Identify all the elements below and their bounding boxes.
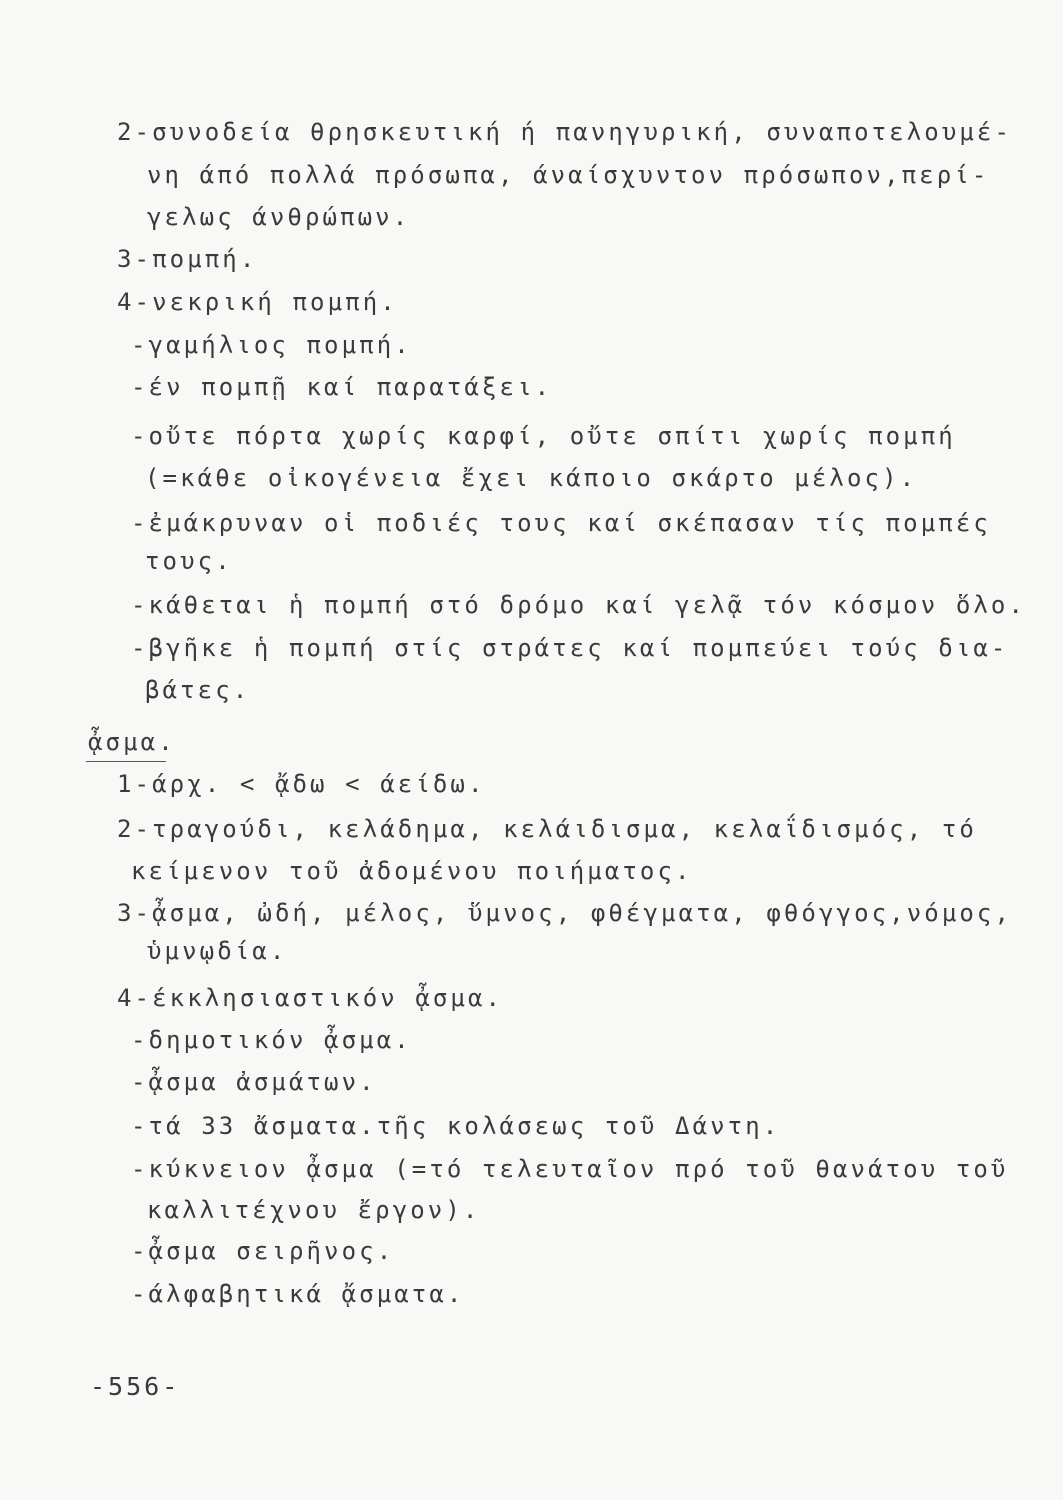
text-line: 1-άρχ. < ᾄδω < άείδω. bbox=[117, 770, 486, 798]
text-line: -κύκνειον ᾆσμα (=τό τελευταῖον πρό τοῦ θανάτου τοῦ bbox=[131, 1155, 1009, 1183]
text-line: γελως άνθρώπων. bbox=[147, 203, 411, 231]
text-line: 4-νεκρική πομπή. bbox=[117, 288, 398, 316]
text-line: -ᾆσμα σειρῆνος. bbox=[131, 1237, 395, 1265]
text-line: νη άπό πολλά πρόσωπα, άναίσχυντον πρόσωπον,περί- bbox=[147, 161, 990, 189]
text-line: -άλφαβητικά ᾄσματα. bbox=[131, 1280, 465, 1308]
text-line: τους. bbox=[145, 547, 233, 575]
text-line: βάτες. bbox=[145, 676, 251, 704]
text-line: κείμενον τοῦ ἀδομένου ποιήματος. bbox=[131, 857, 693, 885]
text-line: 2-συνοδεία θρησκευτική ή πανηγυρική, συναποτελουμέ- bbox=[117, 118, 1013, 146]
text-line: 4-έκκλησιαστικόν ᾆσμα. bbox=[117, 984, 504, 1012]
text-line: -γαμήλιος πομπή. bbox=[131, 331, 412, 359]
text-line: καλλιτέχνου ἔργον). bbox=[147, 1196, 481, 1224]
text-line: 3-ᾆσμα, ὠδή, μέλος, ὕμνος, φθέγματα, φθόγγος,νόμος, bbox=[117, 899, 1013, 927]
heading-underline bbox=[86, 761, 166, 762]
entry-heading: ᾆσμα. bbox=[88, 728, 176, 756]
text-line: -τά 33 ἄσματα.τῆς κολάσεως τοῦ Δάντη. bbox=[131, 1112, 781, 1140]
text-line: (=κάθε οἰκογένεια ἔχει κάποιο σκάρτο μέλος). bbox=[145, 464, 918, 492]
text-line: -βγῆκε ἡ πομπή στίς στράτες καί πομπεύει τούς δια- bbox=[131, 634, 1009, 662]
text-line: -ἐμάκρυναν οἱ ποδιές τους καί σκέπασαν τίς πομπές bbox=[131, 509, 991, 537]
page-number: -556- bbox=[90, 1372, 181, 1401]
text-line: -ᾆσμα ἀσμάτων. bbox=[131, 1068, 377, 1096]
text-line: -κάθεται ἡ πομπή στό δρόμο καί γελᾷ τόν κόσμον ὅλο. bbox=[131, 591, 1027, 619]
text-line: ὑμνῳδία. bbox=[147, 937, 288, 965]
text-line: -οὔτε πόρτα χωρίς καρφί, οὔτε σπίτι χωρίς πομπή bbox=[131, 422, 956, 450]
text-line: -έν πομπῇ καί παρατάξει. bbox=[131, 373, 553, 401]
text-line: -δημοτικόν ᾆσμα. bbox=[131, 1026, 412, 1054]
text-line: 2-τραγούδι, κελάδημα, κελάιδισμα, κελαΐδισμός, τό bbox=[117, 815, 977, 843]
text-line: 3-πομπή. bbox=[117, 245, 258, 273]
